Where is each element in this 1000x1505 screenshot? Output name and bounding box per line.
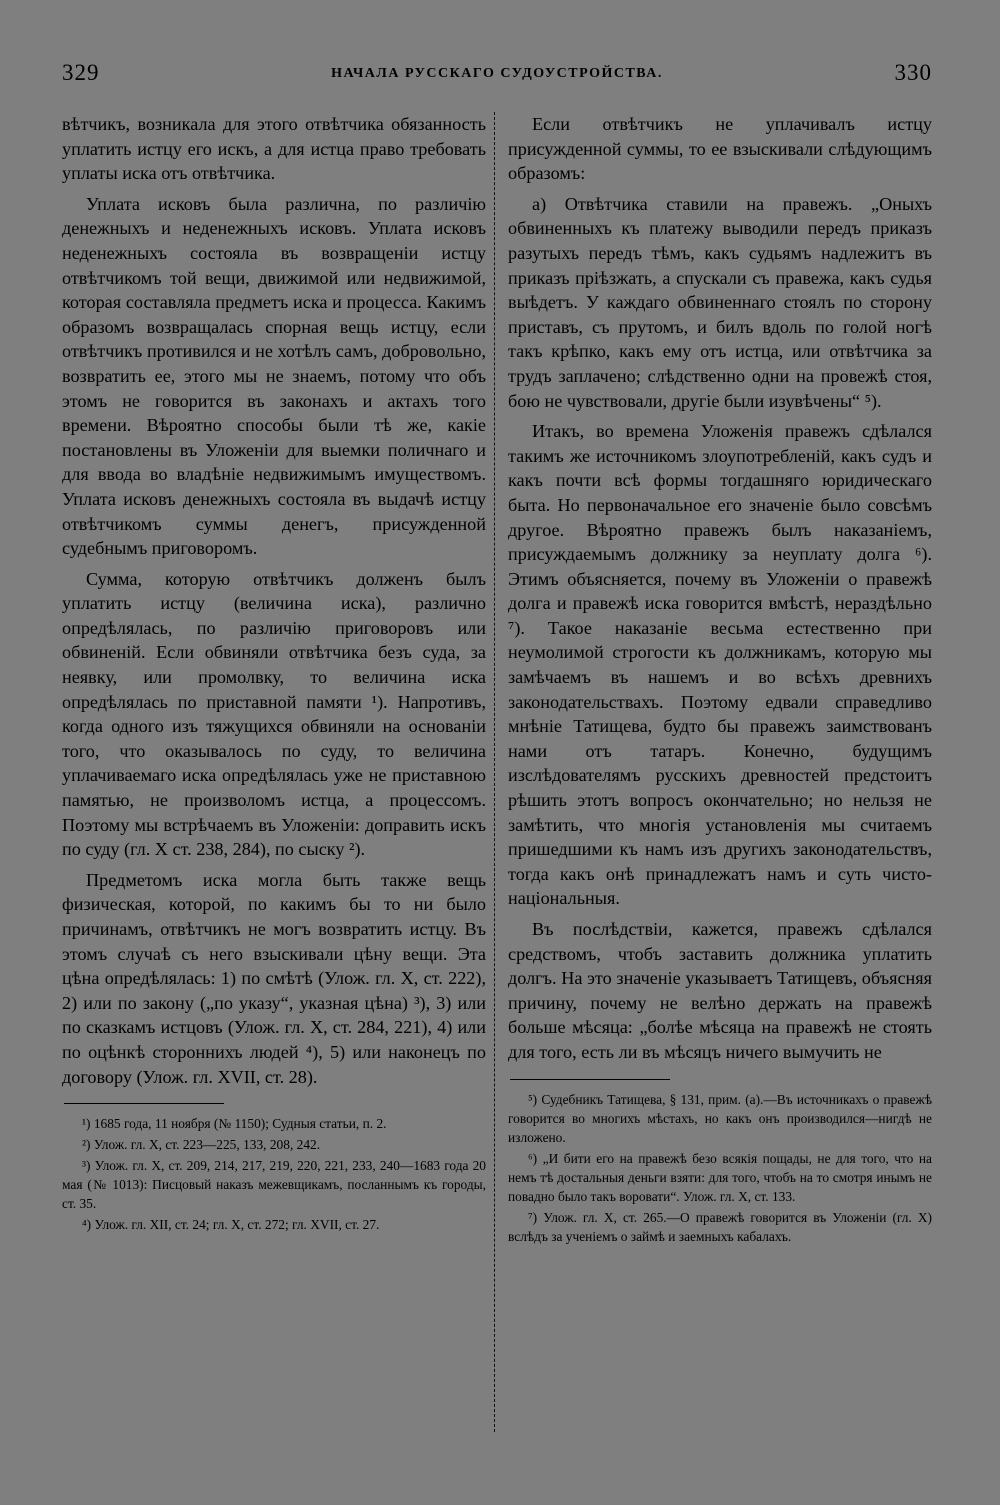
footnote: ²) Улож. гл. X, ст. 223—225, 133, 208, 242.	[82, 1137, 321, 1153]
paragraph: Предметомъ иска могла быть также вещь физическая, которой, по какимъ бы то ни было причинамъ, отвѣтчикъ не могъ возвратить истцу. Въ этомъ случаѣ съ него взыскивали цѣну вещи. Эта цѣна опредѣлялась: 1) по смѣтѣ (Улож. гл. X, ст. 222), 2) или по закону („по указу“, указная цѣна) ³), 3) или по сказкамъ истцовъ (Улож. гл. X, ст. 284, 221), 4) или по оцѣнкѣ стороннихъ людей ⁴), 5) или наконецъ по договору (Улож. гл. XVII, ст. 28).	[62, 869, 486, 1087]
left-footnotes	[62, 1114, 486, 1234]
paragraph: Если отвѣтчикъ не уплачивалъ истцу присужденной суммы, то ее взыскивали слѣдующимъ образомъ:	[508, 114, 932, 184]
paragraph: а) Отвѣтчика ставили на правежъ. „Оныхъ обвиненныхъ къ платежу выводили передъ приказъ разутыхъ передъ тѣмъ, какъ судьямъ надлежитъ въ приказъ пріѣзжать, а спускали съ правежа, какъ судья выѣдетъ. У каждаго обвиненнаго стоялъ по сторону приставъ, съ прутомъ, и билъ вдоль по голой ногѣ такъ крѣпко, какъ ему отъ истца, или отвѣтчика за трудъ заплачено; слѣдственно одни на провежѣ стоя, бою не чувствовали, другіе были изувѣчены“ ⁵).	[508, 193, 932, 411]
footnote: ⁷) Улож. гл. X, ст. 265.—О правежѣ говорится въ Уложеніи (гл. X) вслѣдъ за ученіемъ о займѣ и заемныхъ кабалахъ.	[508, 1209, 932, 1244]
footnote-rule	[510, 1079, 670, 1080]
page-header	[62, 60, 932, 92]
footnote: ⁴) Улож. гл. XII, ст. 24; гл. X, ст. 272; гл. XVII, ст. 27.	[82, 1217, 380, 1233]
right-column	[508, 112, 932, 1248]
paragraph: Сумма, которую отвѣтчикъ долженъ былъ уплатить истцу (величина иска), различно опредѣлялась, по различію приговоровъ или обвиненій. Если обвиняли отвѣтчика безъ суда, за неявку, или промолвку, то величина иска опредѣлялась по приставной памяти ¹). Напротивъ, когда одного изъ тяжущихся обвиняли на основаніи того, что оказывалось по суду, то величина уплачиваемаго иска опредѣлялась уже не приставною памятью, не произволомъ истца, а процессомъ. Поэтому мы встрѣчаемъ въ Уложеніи: доправить искъ по суду (гл. X ст. 238, 284), по сыску ²).	[62, 568, 486, 860]
left-page-number: 329	[62, 60, 100, 85]
column-divider	[494, 112, 495, 1432]
footnote: ⁶) „И бити его на правежѣ безо всякія пощады, не для того, что на немъ тѣ достальныя деньги взяти: для того, чтобъ на то смотря инымъ не повадно было такъ воровати“. Улож. гл. X, ст. 133.	[508, 1150, 932, 1204]
paragraph: Уплата исковъ была различна, по различію денежныхъ и неденежныхъ исковъ. Уплата исковъ неденежныхъ состояла въ возвращеніи истцу отвѣтчикомъ той вещи, движимой или недвижимой, которая составляла предметъ иска и процесса. Какимъ образомъ возвращалась спорная вещь истцу, если отвѣтчикъ противился и не хотѣлъ самъ, добровольно, возвратить ее, этого мы не знаемъ, потому что объ этомъ не говорится въ законахъ и актахъ того времени. Вѣроятно способы были тѣ же, какіе постановлены въ Уложеніи для выемки поличнаго и для ввода во владѣніе недвижимымъ имуществомъ. Уплата исковъ денежныхъ состояла въ выдачѣ истцу отвѣтчикомъ суммы денегъ, присужденной судебнымъ приговоромъ.	[62, 193, 486, 559]
footnote: ⁵) Судебникъ Татищева, § 131, прим. (а).—Въ источникахъ о правежѣ говорится во многихъ мѣстахъ, но какъ онъ производился—нигдѣ не изложено.	[508, 1091, 932, 1145]
right-page-number: 330	[894, 60, 932, 85]
footnote: ³) Улож. гл. X, ст. 209, 214, 217, 219, 220, 221, 233, 240—1683 года 20 мая (№ 1013): Писцовый наказъ межевщикамъ, посланнымъ къ городы, ст. 35.	[62, 1158, 486, 1212]
right-footnotes	[508, 1090, 932, 1246]
paragraph: Итакъ, во времена Уложенія правежъ сдѣлался такимъ же источникомъ злоупотребленій, какъ судъ и какъ почти всѣ формы тогдашняго юридическаго быта. Но первоначальное его значеніе было совсѣмъ другое. Вѣроятно правежъ былъ наказаніемъ, присуждаемымъ должнику за неуплату долга ⁶). Этимъ объясняется, почему въ Уложеніи о правежѣ долга и правежѣ иска говорится вмѣстѣ, нераздѣльно ⁷). Такое наказаніе весьма естественно при неумолимой строгости къ должникамъ, которую мы замѣчаемъ въ нашемъ и во всѣхъ древнихъ законодательствахъ. Поэтому едвали справедливо мнѣніе Татищева, будто бы правежъ заимствованъ нами отъ татаръ. Конечно, будущимъ изслѣдователямъ русскихъ древностей предстоитъ рѣшить этотъ вопросъ окончательно; но нельзя не замѣтить, что многія установленія мы считаемъ пришедшими къ намъ изъ другихъ законодательствъ, тогда какъ онѣ принадлежатъ намъ и суть чисто-національныя.	[508, 421, 932, 909]
footnote: ¹) 1685 года, 11 ноября (№ 1150); Судныя статьи, п. 2.	[82, 1116, 387, 1132]
left-column	[62, 112, 486, 1236]
footnote-rule	[64, 1103, 224, 1104]
paragraph: вѣтчикъ, возникала для этого отвѣтчика обязанность уплатить истцу его искъ, а для истца право требовать уплаты иска отъ отвѣтчика.	[62, 114, 486, 184]
paragraph: Въ послѣдствіи, кажется, правежъ сдѣлался средствомъ, чтобъ заставить должника уплатить долгъ. На это значеніе указываетъ Татищевъ, объясняя причину, почему не велѣно держать на правежѣ больше мѣсяца: „болѣе мѣсяца на правежѣ не стоять для того, есть ли въ мѣсяцъ ничего вымучить не	[508, 919, 932, 1062]
running-title: НАЧАЛА РУССКАГО СУДОУСТРОЙСТВА.	[331, 66, 663, 81]
